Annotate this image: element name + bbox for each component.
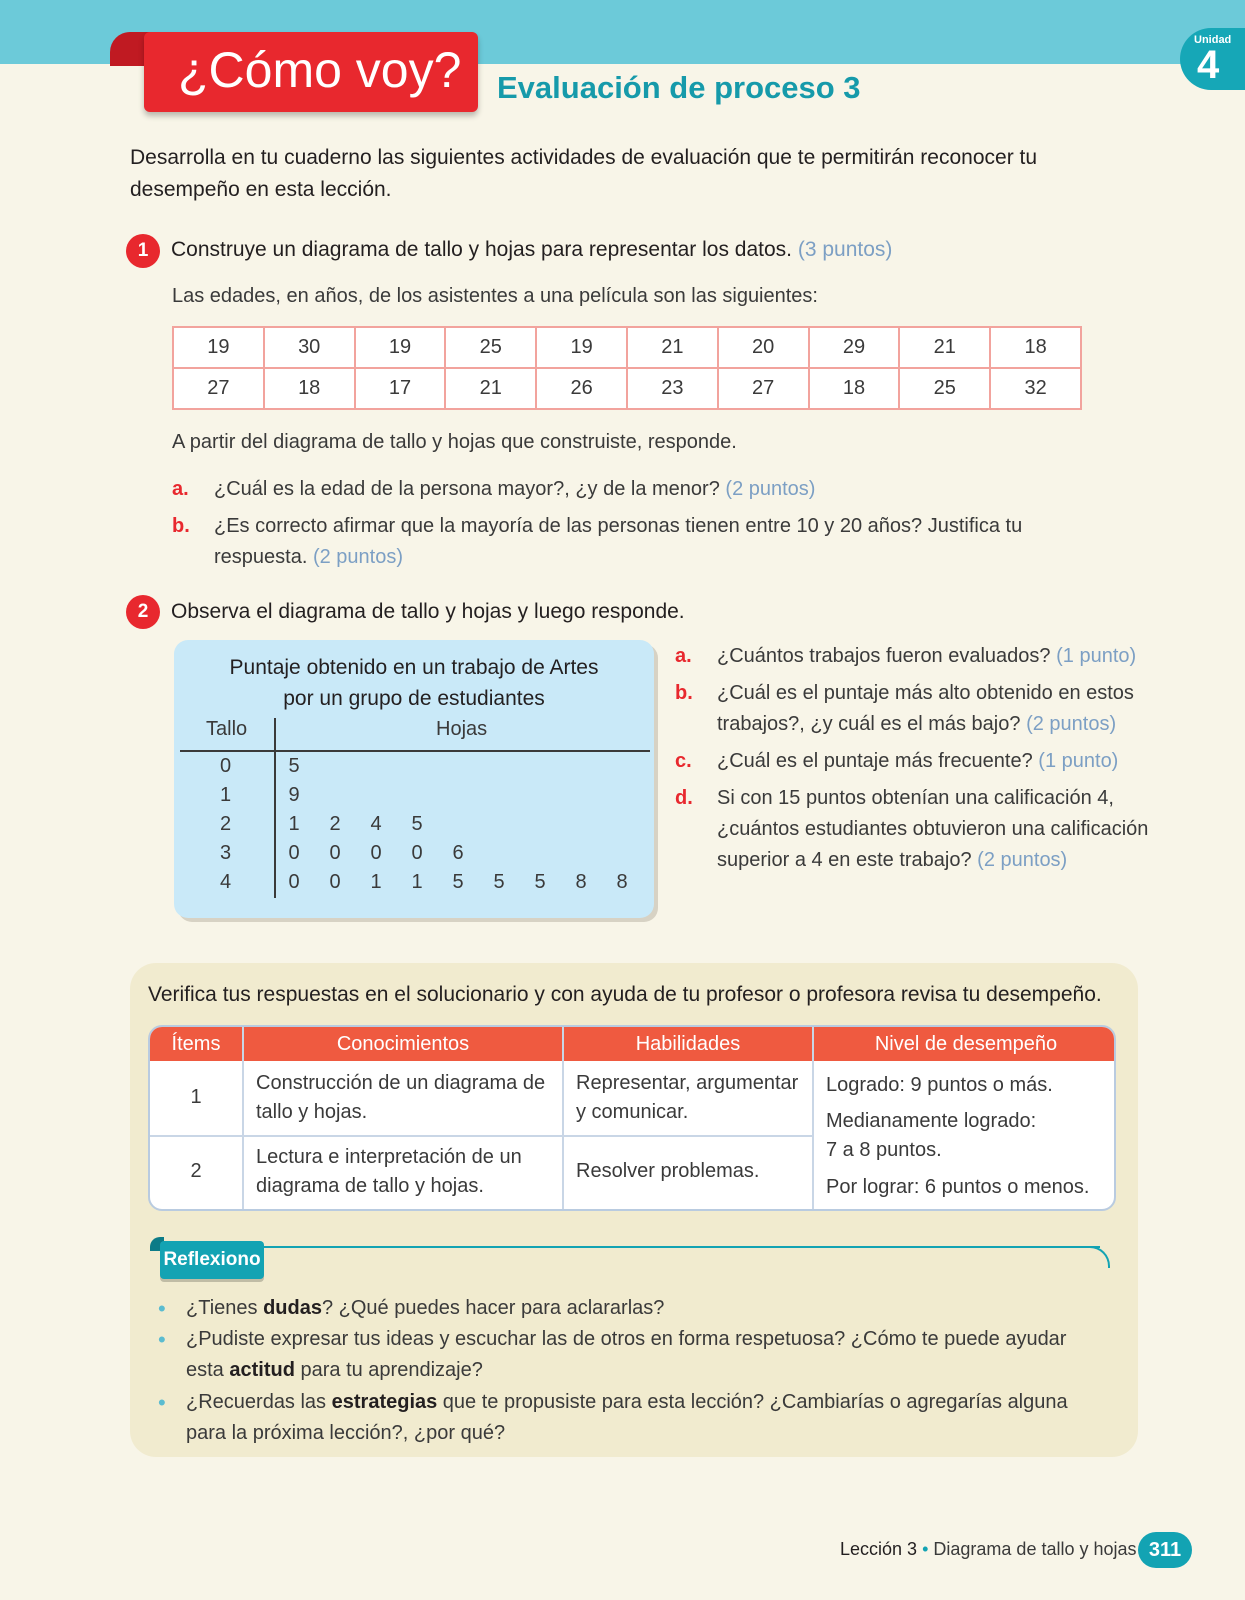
question-1b-letter: b. [172, 515, 190, 537]
row-1-skills-line-2: y comunicar. [576, 1101, 689, 1123]
reflect-bullet-3-pre: ¿Recuerdas las [186, 1391, 332, 1413]
question-2b-letter: b. [675, 682, 693, 704]
question-1-title [171, 238, 892, 262]
question-2c-text: ¿Cuál es el puntaje más frecuente? [717, 750, 1033, 772]
stem-value: 1 [220, 784, 232, 806]
stem-row-1 [174, 784, 654, 814]
stem-and-leaf-diagram [174, 640, 654, 918]
question-2d-text-line-3 [717, 845, 1157, 876]
age-cell: 25 [445, 327, 536, 368]
age-cell: 23 [627, 368, 718, 409]
question-2-badge: 2 [126, 595, 160, 629]
row-2-skills: Resolver problemas. [576, 1160, 760, 1182]
age-cell: 17 [355, 368, 446, 409]
level-partial-line-1: Medianamente logrado: [826, 1110, 1037, 1132]
column-divider [812, 1027, 814, 1211]
reflect-bullet-3 [158, 1387, 1106, 1449]
reflect-bullet-1-post: ? ¿Qué puedes hacer para aclararlas? [321, 1297, 665, 1319]
level-not-achieved: Por lograr: 6 puntos o menos. [826, 1176, 1090, 1198]
question-2c-letter: c. [675, 750, 692, 772]
stem-value: 4 [220, 871, 232, 893]
ages-row-1 [173, 327, 1081, 368]
page-number: 311 [1138, 1532, 1192, 1568]
stem-value: 0 [220, 755, 232, 777]
question-2a-points: (1 punto) [1056, 645, 1137, 667]
row-1-knowledge-line-2: tallo y hojas. [256, 1101, 368, 1123]
question-2b [675, 678, 1157, 740]
level-partial [826, 1107, 1116, 1165]
question-2d-letter: d. [675, 787, 693, 809]
question-2b-text-line-1: ¿Cuál es el puntaje más alto obtenido en estos [717, 682, 1134, 704]
bullet-icon: • [158, 1327, 166, 1352]
reflect-bullet-3-post: que te propusiste para esta lección? ¿Cambiarías o agregarías alguna para la próxima lección?, ¿por qué? [186, 1391, 1068, 1444]
leaf-value: 4 [370, 813, 382, 835]
question-1b [172, 511, 1114, 573]
footer-separator: • [922, 1539, 929, 1559]
age-cell: 27 [173, 368, 264, 409]
age-cell: 32 [990, 368, 1081, 409]
leaf-value: 5 [411, 813, 423, 835]
ages-row-2 [173, 368, 1081, 409]
footer-topic: Diagrama de tallo y hojas [933, 1539, 1137, 1559]
question-2b-text-line-2 [717, 709, 1157, 740]
question-1a-letter: a. [172, 478, 189, 500]
page-subtitle: Evaluación de proceso 3 [497, 70, 861, 105]
leaf-value: 0 [288, 871, 300, 893]
age-cell: 21 [445, 368, 536, 409]
leaf-value: 0 [370, 842, 382, 864]
leaf-value: 0 [329, 871, 341, 893]
age-cell: 19 [173, 327, 264, 368]
row-2-knowledge-line-2: diagrama de tallo y hojas. [256, 1175, 484, 1197]
stem-row-2 [174, 813, 654, 843]
question-2d-text-line-1: Si con 15 puntos obtenían una calificación 4, [717, 787, 1114, 809]
question-2b-points: (2 puntos) [1026, 713, 1117, 735]
verify-instructions: Verifica tus respuestas en el solucionario y con ayuda de tu profesor o profesora revisa tu desempeño. [148, 983, 1102, 1006]
reflect-bullet-1-pre: ¿Tienes [186, 1297, 264, 1319]
question-1-points: (3 puntos) [797, 238, 893, 261]
question-1a-points: (2 puntos) [725, 478, 816, 500]
intro-text: Desarrolla en tu cuaderno las siguientes actividades de evaluación que te permitirán reconocer tu desempeño en esta lección. [130, 146, 1038, 201]
stem-row-0 [174, 755, 654, 785]
question-2d [675, 783, 1157, 876]
reflect-rule [264, 1246, 1100, 1248]
leaf-value: 9 [288, 784, 300, 806]
age-cell: 18 [809, 368, 900, 409]
question-1-prompt: Las edades, en años, de los asistentes a una película son las siguientes: [172, 285, 818, 307]
stem-row-3 [174, 842, 654, 872]
page-footer [840, 1539, 1137, 1560]
reflect-bullet-1 [158, 1293, 1106, 1324]
leaf-value: 5 [452, 871, 464, 893]
row-1-skills-line-1: Representar, argumentar [576, 1072, 799, 1094]
age-cell: 19 [355, 327, 446, 368]
leaf-value: 5 [493, 871, 505, 893]
leaf-value: 5 [534, 871, 546, 893]
row-divider [150, 1135, 812, 1137]
stem-column-header: Tallo [206, 718, 248, 740]
question-2a-text: ¿Cuántos trabajos fueron evaluados? [717, 645, 1051, 667]
bullet-icon: • [158, 1390, 166, 1415]
unit-label: Unidad [1194, 34, 1232, 46]
question-2c [675, 746, 1157, 777]
question-1-text: Construye un diagrama de tallo y hojas para representar los datos. [171, 238, 793, 261]
question-2b-text-line-2-body: trabajos?, ¿y cuál es el más bajo? [717, 713, 1021, 735]
title-ribbon [144, 32, 478, 112]
page-title: ¿Cómo voy? [178, 42, 462, 98]
question-1a [172, 474, 1114, 505]
row-2-item: 2 [190, 1160, 202, 1182]
bullet-icon: • [158, 1296, 166, 1321]
level-achieved: Logrado: 9 puntos o más. [826, 1074, 1053, 1096]
stem-row-4 [174, 871, 654, 901]
reflect-tab: Reflexiono [160, 1241, 264, 1279]
question-2a [675, 641, 1157, 672]
age-cell: 20 [718, 327, 809, 368]
level-partial-line-2: 7 a 8 puntos. [826, 1139, 942, 1161]
age-cell: 26 [536, 368, 627, 409]
row-2-knowledge-line-1: Lectura e interpretación de un [256, 1146, 522, 1168]
age-cell: 21 [899, 327, 990, 368]
stem-value: 3 [220, 842, 232, 864]
leaf-value: 8 [616, 871, 628, 893]
age-cell: 27 [718, 368, 809, 409]
question-2d-text-line-3-body: superior a 4 en este trabajo? [717, 849, 972, 871]
question-1a-text: ¿Cuál es la edad de la persona mayor?, ¿y de la menor? [214, 478, 720, 500]
row-1-knowledge [256, 1069, 556, 1127]
row-1-knowledge-line-1: Construcción de un diagrama de [256, 1072, 546, 1094]
leaf-value: 6 [452, 842, 464, 864]
question-1b-text: ¿Es correcto afirmar que la mayoría de las personas tienen entre 10 y 20 años? Justifica tu respuesta. [214, 515, 1023, 568]
leaf-value: 8 [575, 871, 587, 893]
header-level: Nivel de desempeño [814, 1027, 1116, 1061]
stem-diagram-title [174, 652, 654, 714]
leaf-value: 5 [288, 755, 300, 777]
age-cell: 29 [809, 327, 900, 368]
stem-value: 2 [220, 813, 232, 835]
row-1-skills [576, 1069, 808, 1127]
unit-number: 4 [1197, 43, 1220, 87]
stem-diagram-title-line-2: por un grupo de estudiantes [283, 687, 545, 710]
leaf-value: 0 [288, 842, 300, 864]
header-skills: Habilidades [564, 1027, 812, 1061]
reflect-bullet-2-pre: ¿Pudiste expresar tus ideas y escuchar las de otros en forma respetuosa? ¿Cómo te puede ayudar esta [186, 1328, 1067, 1381]
leaf-value: 1 [370, 871, 382, 893]
question-1-badge: 1 [126, 234, 160, 268]
age-cell: 18 [264, 368, 355, 409]
reflect-bullet-2-post: para tu aprendizaje? [294, 1359, 483, 1381]
leaf-value: 2 [329, 813, 341, 835]
column-divider [562, 1027, 564, 1211]
header-knowledge: Conocimientos [244, 1027, 562, 1061]
question-2-title: Observa el diagrama de tallo y hojas y luego responde. [171, 600, 685, 623]
column-divider [242, 1027, 244, 1211]
age-cell: 25 [899, 368, 990, 409]
self-assessment-panel [130, 963, 1138, 1457]
question-2c-points: (1 punto) [1038, 750, 1119, 772]
leaf-value: 1 [411, 871, 423, 893]
leaf-value: 0 [329, 842, 341, 864]
unit-badge [1180, 28, 1245, 90]
stem-header-divider [180, 750, 650, 752]
reflect-bullet-3-bold: estrategias [331, 1391, 438, 1413]
age-cell: 19 [536, 327, 627, 368]
reflect-bullet-2 [158, 1324, 1106, 1386]
row-1-item: 1 [190, 1086, 202, 1108]
reflect-bullet-1-bold: dudas [263, 1297, 322, 1319]
age-cell: 18 [990, 327, 1081, 368]
footer-lesson: Lección 3 [840, 1539, 918, 1559]
leaf-value: 1 [288, 813, 300, 835]
question-2a-letter: a. [675, 645, 692, 667]
performance-table [148, 1025, 1116, 1211]
age-cell: 30 [264, 327, 355, 368]
question-1-followup: A partir del diagrama de tallo y hojas que construiste, responde. [172, 431, 737, 453]
reflect-rule-corner [1080, 1246, 1110, 1268]
question-2d-points: (2 puntos) [977, 849, 1068, 871]
reflect-bullet-2-bold: actitud [229, 1359, 295, 1381]
stem-diagram-title-line-1: Puntaje obtenido en un trabajo de Artes [229, 656, 599, 679]
header-items: Ítems [150, 1027, 242, 1061]
ages-table [172, 326, 1082, 410]
question-1b-points: (2 puntos) [312, 546, 404, 568]
row-2-knowledge [256, 1143, 556, 1201]
age-cell: 21 [627, 327, 718, 368]
leaf-value: 0 [411, 842, 423, 864]
leaves-column-header: Hojas [436, 718, 488, 740]
question-2d-text-line-2: ¿cuántos estudiantes obtuvieron una calificación [717, 818, 1149, 840]
